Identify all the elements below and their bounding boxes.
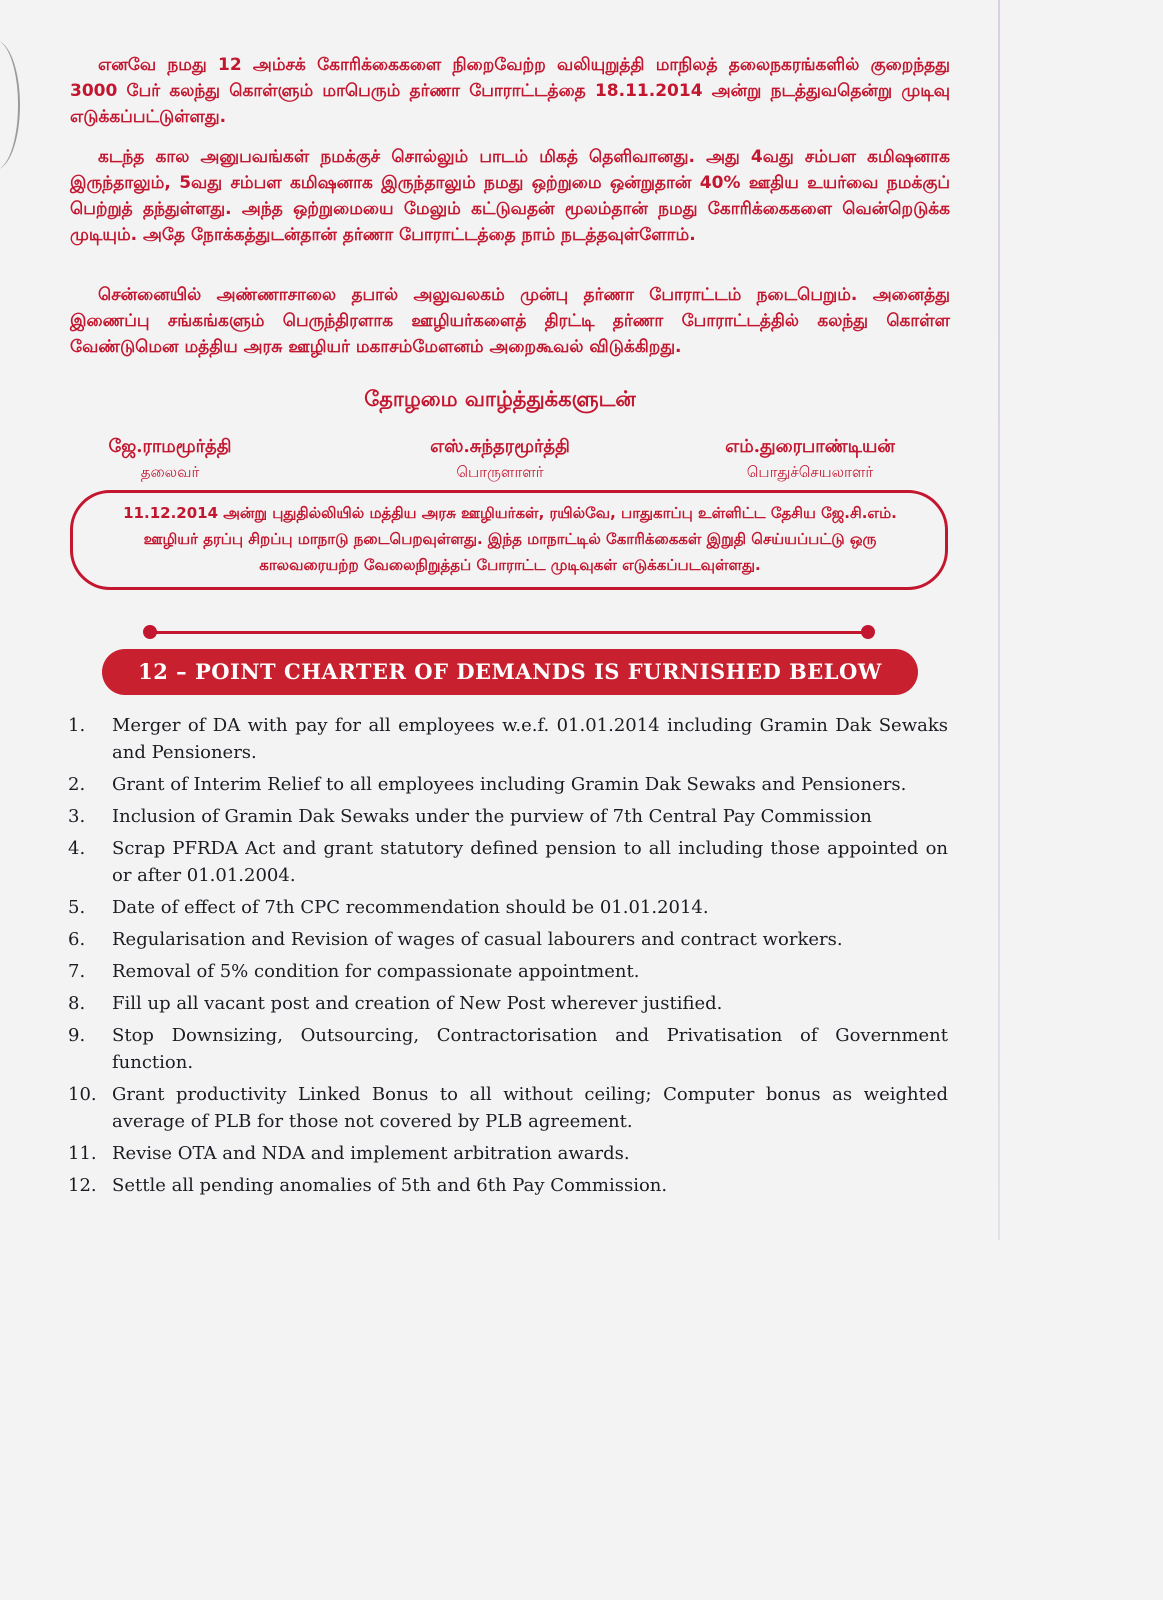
page-fold-line (998, 0, 1000, 1240)
signatory-president (95, 436, 245, 483)
demand-item (68, 803, 948, 830)
signatory-role: பொதுச்செயலாளர் (746, 463, 874, 481)
demand-number: 6. (68, 929, 86, 950)
charter-banner: 12 – POINT CHARTER OF DEMANDS IS FURNISHED BELOW (102, 649, 918, 695)
demand-number: 4. (68, 838, 86, 859)
demand-text: Scrap PFRDA Act and grant statutory defined pension to all including those appointed on or after 01.01.2004. (112, 838, 948, 886)
signatory-name: எஸ்.சுந்தரமூர்த்தி (430, 436, 570, 457)
demand-item (68, 926, 948, 953)
paragraph-chennai-dharna: சென்னையில் அண்ணாசாலை தபால் அலுவலகம் முன்பு தர்ணா போராட்டம் நடைபெறும். அனைத்து இணைப்பு சங்கங்களும் பெருந்திரளாக ஊழியர்களைத் திரட்டி தர்ணா போராட்டத்தில் கலந்து கொள்ள வேண்டுமென மத்திய அரசு ஊழியர் மகாசம்மேளனம் அறைகூவல் விடுக்கிறது. (70, 285, 950, 357)
signatory-treasurer (400, 436, 600, 483)
paragraph-dharna-decision: எனவே நமது 12 அம்சக் கோரிக்கைகளை நிறைவேற்ற வலியுறுத்தி மாநிலத் தலைநகரங்களில் குறைந்தது 3000 பேர் கலந்து கொள்ளும் மாபெரும் தர்ணா போராட்டத்தை 18.11.2014 அன்று நடத்துவதென்று முடிவு எடுக்கப்பட்டுள்ளது. (70, 55, 950, 127)
signatory-role: தலைவர் (140, 463, 200, 481)
demands-list (68, 712, 948, 1204)
page-edge-curve (0, 40, 20, 170)
demand-number: 3. (68, 806, 86, 827)
demand-item (68, 771, 948, 798)
demand-item (68, 958, 948, 985)
demand-text: Removal of 5% condition for compassionate appointment. (112, 961, 640, 982)
demand-text: Settle all pending anomalies of 5th and 6th Pay Commission. (112, 1175, 668, 1196)
signatory-general-secretary (690, 436, 930, 483)
paragraph-past-experience: கடந்த கால அனுபவங்கள் நமக்குச் சொல்லும் பாடம் மிகத் தெளிவானது. அது 4வது சம்பள கமிஷனாக இருந்தாலும், 5வது சம்பள கமிஷனாக இருந்தாலும் நமது ஒற்றுமை ஒன்றுதான் 40% ஊதிய உயர்வை நமக்குப் பெற்றுத் தந்துள்ளது. அந்த ஒற்றுமையை மேலும் கட்டுவதன் மூலம்தான் நமது கோரிக்கைகளை வென்றெடுக்க முடியும். அதே நோக்கத்துடன்தான் தர்ணா போராட்டத்தை நாம் நடத்தவுள்ளோம். (70, 147, 950, 245)
demand-item (68, 1081, 948, 1135)
demand-item (68, 990, 948, 1017)
demand-text: Merger of DA with pay for all employees w.e.f. 01.01.2014 including Gramin Dak Sewaks and Pensioners. (112, 715, 948, 763)
demand-item (68, 712, 948, 766)
demand-item (68, 1172, 948, 1199)
demand-number: 2. (68, 774, 86, 795)
demand-number: 12. (68, 1175, 97, 1196)
demand-text: Grant productivity Linked Bonus to all without ceiling; Computer bonus as weighted average of PLB for those not covered by PLB agreement. (112, 1084, 948, 1132)
demand-text: Inclusion of Gramin Dak Sewaks under the purview of 7th Central Pay Commission (112, 806, 872, 827)
signatory-role: பொருளாளர் (456, 463, 544, 481)
demand-item (68, 1140, 948, 1167)
greeting: தோழமை வாழ்த்துக்களுடன் (364, 386, 636, 411)
demand-item (68, 835, 948, 889)
demand-text: Grant of Interim Relief to all employees including Gramin Dak Sewaks and Pensioners. (112, 774, 907, 795)
demand-number: 5. (68, 897, 86, 918)
demand-number: 9. (68, 1025, 86, 1046)
demand-item (68, 1022, 948, 1076)
notice-text: 11.12.2014 அன்று புதுதில்லியில் மத்திய அரசு ஊழியர்கள், ரயில்வே, பாதுகாப்பு உள்ளிட்ட தேசிய ஜே.சி.எம். ஊழியர் தரப்பு சிறப்பு மாநாடு நடைபெறவுள்ளது. இந்த மாநாட்டில் கோரிக்கைகள் இறுதி செய்யப்பட்டு ஒரு காலவரையற்ற வேலைநிறுத்தப் போராட்ட முடிவுகள் எடுக்கப்படவுள்ளது. (123, 504, 897, 574)
demand-text: Revise OTA and NDA and implement arbitration awards. (112, 1143, 630, 1164)
demand-text: Fill up all vacant post and creation of New Post wherever justified. (112, 993, 723, 1014)
divider-dot-right (861, 625, 875, 639)
demand-number: 1. (68, 715, 86, 736)
divider-line (150, 631, 868, 634)
demand-number: 8. (68, 993, 86, 1014)
demand-text: Date of effect of 7th CPC recommendation should be 01.01.2014. (112, 897, 709, 918)
demand-number: 10. (68, 1084, 97, 1105)
demand-number: 7. (68, 961, 86, 982)
demand-text: Stop Downsizing, Outsourcing, Contractorisation and Privatisation of Government function. (112, 1025, 948, 1073)
demand-number: 11. (68, 1143, 97, 1164)
demand-text: Regularisation and Revision of wages of casual labourers and contract workers. (112, 929, 843, 950)
demand-item (68, 894, 948, 921)
signatory-name: எம்.துரைபாண்டியன் (725, 436, 895, 457)
signatory-name: ஜே.ராமமூர்த்தி (108, 436, 232, 457)
